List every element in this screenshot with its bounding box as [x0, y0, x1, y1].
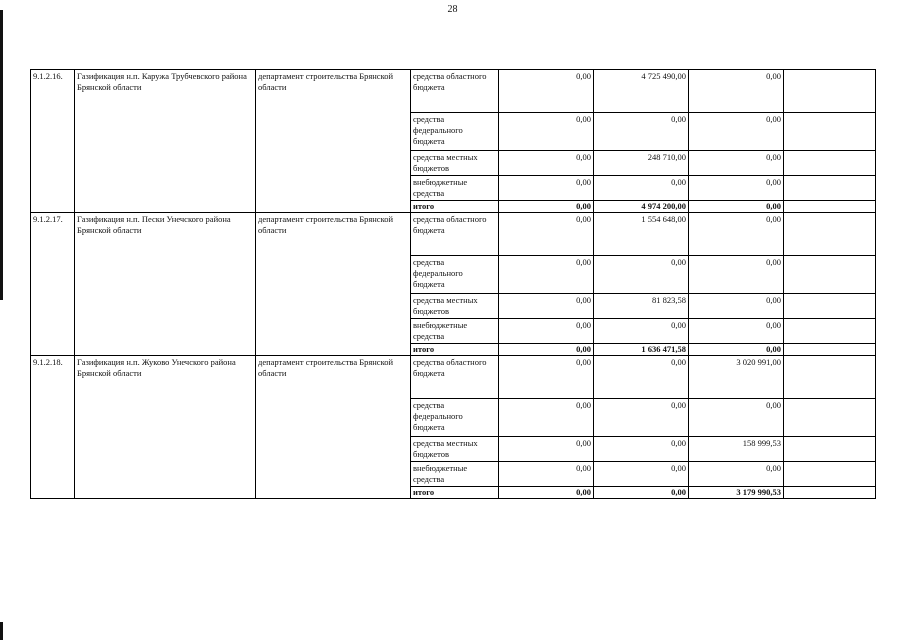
amount-cell: 0,00 — [689, 213, 784, 256]
amount-cell: 248 710,00 — [594, 151, 689, 176]
funding-source: средства федерального бюджета — [411, 113, 499, 151]
total-amount: 0,00 — [689, 201, 784, 213]
amount-cell: 0,00 — [499, 462, 594, 487]
funding-source: внебюджетные средства — [411, 319, 499, 344]
amount-cell: 0,00 — [594, 176, 689, 201]
project-code: 9.1.2.16. — [31, 70, 75, 213]
amount-cell: 1 554 648,00 — [594, 213, 689, 256]
amount-cell: 0,00 — [499, 399, 594, 437]
total-amount: 0,00 — [499, 344, 594, 356]
amount-cell: 0,00 — [499, 151, 594, 176]
table-row — [31, 213, 876, 256]
amount-cell: 0,00 — [689, 294, 784, 319]
scan-edge-mark — [0, 10, 3, 300]
empty-cell — [784, 437, 876, 462]
amount-cell: 0,00 — [689, 151, 784, 176]
empty-cell — [784, 213, 876, 256]
amount-cell: 0,00 — [689, 176, 784, 201]
empty-cell — [784, 356, 876, 399]
funding-source: средства федерального бюджета — [411, 256, 499, 294]
amount-cell: 0,00 — [689, 70, 784, 113]
amount-cell: 0,00 — [499, 113, 594, 151]
total-amount: 0,00 — [689, 344, 784, 356]
funding-source: средства местных бюджетов — [411, 151, 499, 176]
project-name: Газификация н.п. Жуково Унечского района Брянской области — [75, 356, 256, 499]
amount-cell: 0,00 — [499, 213, 594, 256]
total-amount: 1 636 471,58 — [594, 344, 689, 356]
amount-cell: 0,00 — [499, 176, 594, 201]
funding-source: средства федерального бюджета — [411, 399, 499, 437]
funding-source: внебюджетные средства — [411, 176, 499, 201]
total-amount: 0,00 — [499, 201, 594, 213]
amount-cell: 0,00 — [499, 437, 594, 462]
amount-cell: 0,00 — [689, 399, 784, 437]
project-code: 9.1.2.17. — [31, 213, 75, 356]
amount-cell: 0,00 — [499, 294, 594, 319]
budget-table — [30, 69, 876, 499]
total-amount: 3 179 990,53 — [689, 487, 784, 499]
total-label: итого — [411, 487, 499, 499]
empty-cell — [784, 70, 876, 113]
amount-cell: 0,00 — [594, 356, 689, 399]
amount-cell: 0,00 — [594, 399, 689, 437]
amount-cell: 0,00 — [499, 356, 594, 399]
funding-source: средства областного бюджета — [411, 356, 499, 399]
empty-cell — [784, 399, 876, 437]
amount-cell: 81 823,58 — [594, 294, 689, 319]
amount-cell: 0,00 — [594, 437, 689, 462]
funding-source: средства местных бюджетов — [411, 437, 499, 462]
funding-source: внебюджетные средства — [411, 462, 499, 487]
amount-cell: 0,00 — [689, 113, 784, 151]
amount-cell: 0,00 — [689, 256, 784, 294]
funding-source: средства областного бюджета — [411, 70, 499, 113]
empty-cell — [784, 151, 876, 176]
empty-cell — [784, 113, 876, 151]
empty-cell — [784, 294, 876, 319]
amount-cell: 0,00 — [499, 319, 594, 344]
amount-cell: 0,00 — [499, 70, 594, 113]
table-row — [31, 70, 876, 113]
amount-cell: 158 999,53 — [689, 437, 784, 462]
total-amount: 0,00 — [499, 487, 594, 499]
empty-cell — [784, 176, 876, 201]
amount-cell: 4 725 490,00 — [594, 70, 689, 113]
amount-cell: 0,00 — [594, 113, 689, 151]
project-executor: департамент строительства Брянской области — [256, 356, 411, 499]
project-name: Газификация н.п. Каружа Трубчевского района Брянской области — [75, 70, 256, 213]
project-name: Газификация н.п. Пески Унечского района Брянской области — [75, 213, 256, 356]
empty-cell — [784, 256, 876, 294]
amount-cell: 0,00 — [594, 256, 689, 294]
amount-cell: 0,00 — [594, 462, 689, 487]
project-code: 9.1.2.18. — [31, 356, 75, 499]
amount-cell: 0,00 — [594, 319, 689, 344]
amount-cell: 3 020 991,00 — [689, 356, 784, 399]
total-amount: 4 974 200,00 — [594, 201, 689, 213]
project-executor: департамент строительства Брянской области — [256, 70, 411, 213]
total-amount: 0,00 — [594, 487, 689, 499]
amount-cell: 0,00 — [689, 319, 784, 344]
funding-source: средства областного бюджета — [411, 213, 499, 256]
empty-cell — [784, 319, 876, 344]
amount-cell: 0,00 — [499, 256, 594, 294]
empty-cell — [784, 462, 876, 487]
total-label: итого — [411, 344, 499, 356]
amount-cell: 0,00 — [689, 462, 784, 487]
empty-cell — [784, 201, 876, 213]
empty-cell — [784, 487, 876, 499]
funding-source: средства местных бюджетов — [411, 294, 499, 319]
empty-cell — [784, 344, 876, 356]
scan-edge-mark — [0, 622, 3, 640]
total-label: итого — [411, 201, 499, 213]
project-executor: департамент строительства Брянской области — [256, 213, 411, 356]
page-number: 28 — [447, 4, 458, 15]
table-row — [31, 356, 876, 399]
